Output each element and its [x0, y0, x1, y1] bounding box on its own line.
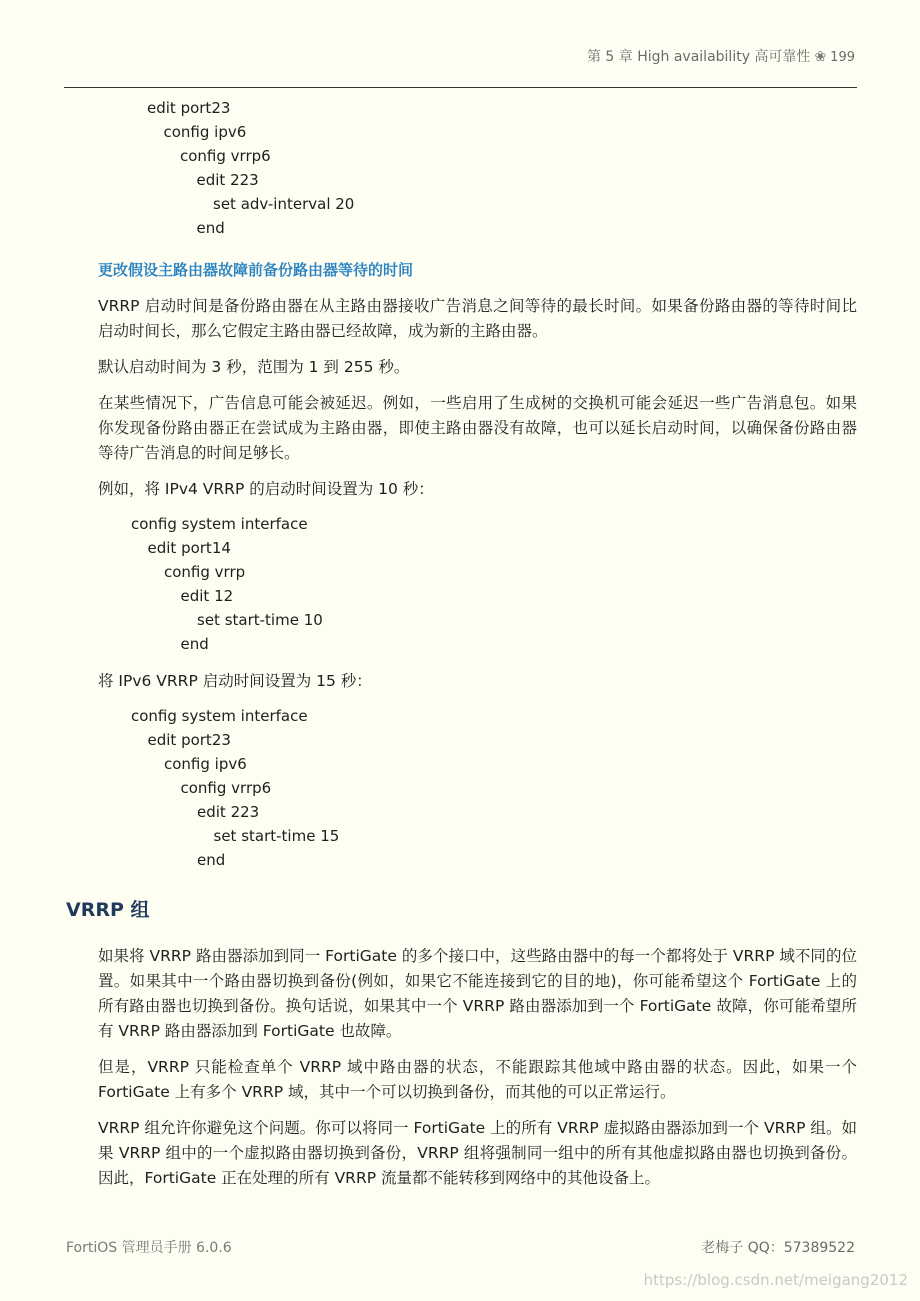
code-block-top [0, 96, 920, 240]
paragraph: 默认启动时间为 3 秒，范围为 1 到 255 秒。 [98, 358, 410, 376]
code-block-ipv4 [0, 512, 920, 656]
flower-icon: ❀ [814, 49, 827, 65]
code-line: edit 223 [197, 803, 260, 821]
code-block-ipv6 [0, 704, 920, 872]
code-line: edit port23 [147, 99, 231, 117]
paragraph: 在某些情况下，广告信息可能会被延迟。例如，一些启用了生成树的交换机可能会延迟一些广告消息包。如果你发现备份路由器正在尝试成为主路由器，即使主路由器没有故障，也可以延长启动时间，以确保备份路由器等待广告消息的时间足够长。 [98, 394, 857, 462]
code-line: config ipv6 [164, 755, 247, 773]
page-body [0, 96, 920, 1191]
code-line: set start-time 15 [213, 827, 340, 845]
footer-author: 老梅子 QQ：57389522 [701, 1240, 855, 1256]
code-line: end [196, 219, 225, 237]
code-line: end [197, 851, 226, 869]
page-header [587, 46, 855, 66]
paragraph: 但是，VRRP 只能检查单个 VRRP 域中路由器的状态，不能跟踪其他域中路由器的状态。因此，如果一个 FortiGate 上有多个 VRRP 域，其中一个可以切换到备份，而其他的可以正常运行。 [98, 1058, 857, 1101]
code-line: edit port14 [147, 539, 231, 557]
subheading: 更改假设主路由器故障前备份路由器等待的时间 [98, 261, 414, 279]
code-line: edit port23 [147, 731, 231, 749]
code-line: end [180, 635, 209, 653]
code-line: config vrrp6 [180, 779, 272, 797]
code-line: set adv-interval 20 [213, 195, 355, 213]
chapter-title: 第 5 章 High availability 高可靠性 [586, 49, 811, 65]
code-line: config vrrp [164, 563, 246, 581]
code-line: config system interface [131, 707, 308, 725]
paragraph: 将 IPv6 VRRP 启动时间设置为 15 秒： [98, 672, 372, 690]
paragraph: 如果将 VRRP 路由器添加到同一 FortiGate 的多个接口中，这些路由器中的每一个都将处于 VRRP 域不同的位置。如果其中一个路由器切换到备份(例如，如果它不能连接到它的目的地)，你可能希望这个 FortiGate 上的所有路由器也切换到备份。换句话说，如果其中一个 VRRP 路由器添加到一个 FortiGate 故障，你可能希望所有 VRRP 路由器添加到 FortiGate 也故障。 [98, 947, 857, 1040]
paragraph: 例如，将 IPv4 VRRP 的启动时间设置为 10 秒： [98, 480, 434, 498]
paragraph: VRRP 组允许你避免这个问题。你可以将同一 FortiGate 上的所有 VRRP 虚拟路由器添加到一个 VRRP 组。如果 VRRP 组中的一个虚拟路由器切换到备份，VRRP 组将强制同一组中的所有其他虚拟路由器也切换到备份。因此，FortiGate 正在处理的所有 VRRP 流量都不能转移到网络中的其他设备上。 [98, 1119, 857, 1187]
code-line: config system interface [131, 515, 308, 533]
header-divider [64, 87, 857, 88]
page-number: 199 [830, 50, 855, 65]
code-line: edit 223 [196, 171, 259, 189]
paragraph: VRRP 启动时间是备份路由器在从主路由器接收广告消息之间等待的最长时间。如果备份路由器的等待时间比启动时间长，那么它假定主路由器已经故障，成为新的主路由器。 [98, 297, 857, 340]
watermark-url: https://blog.csdn.net/meigang2012 [643, 1271, 908, 1289]
code-line: edit 12 [180, 587, 234, 605]
code-line: config vrrp6 [180, 147, 271, 165]
footer-manual-title: FortiOS 管理员手册 6.0.6 [66, 1240, 232, 1256]
section-title: VRRP 组 [66, 899, 150, 921]
code-line: set start-time 10 [197, 611, 323, 629]
code-line: config ipv6 [163, 123, 247, 141]
